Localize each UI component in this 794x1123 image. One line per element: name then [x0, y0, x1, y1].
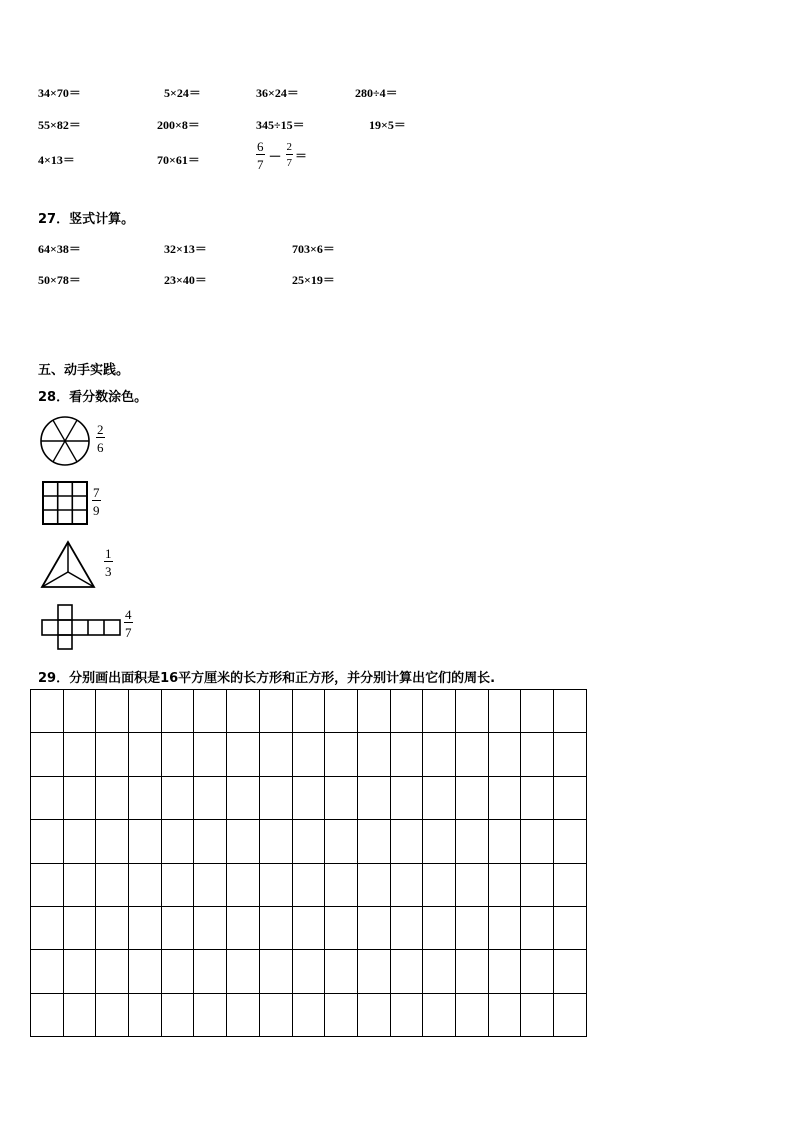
grid-cell[interactable] — [357, 906, 390, 949]
grid-cell[interactable] — [63, 690, 96, 733]
minus-sign: － — [268, 149, 282, 164]
grid-cell[interactable] — [423, 820, 456, 863]
fraction-denominator: 7 — [286, 157, 293, 169]
grid-cell[interactable] — [292, 820, 325, 863]
q27-title: 27．竖式计算。 — [38, 212, 135, 227]
grid-cell[interactable] — [292, 863, 325, 906]
grid-cell[interactable] — [325, 776, 358, 819]
grid-cell[interactable] — [423, 733, 456, 776]
grid-cell[interactable] — [227, 993, 260, 1036]
grid-cell[interactable] — [194, 906, 227, 949]
grid-cell[interactable] — [96, 950, 129, 993]
grid-cell[interactable] — [63, 950, 96, 993]
grid-cell[interactable] — [554, 733, 587, 776]
grid-cell[interactable] — [488, 993, 521, 1036]
calc-item: 19×5＝ — [369, 118, 406, 132]
grid-cell[interactable] — [31, 690, 64, 733]
grid-cell[interactable] — [390, 776, 423, 819]
grid-cell[interactable] — [325, 733, 358, 776]
grid-cell[interactable] — [96, 690, 129, 733]
grid-cell[interactable] — [31, 906, 64, 949]
fraction-denominator: 9 — [93, 503, 100, 518]
grid-cell[interactable] — [96, 906, 129, 949]
grid-cell[interactable] — [227, 733, 260, 776]
grid-cell[interactable] — [554, 950, 587, 993]
grid-row — [31, 906, 587, 949]
grid-cell[interactable] — [390, 690, 423, 733]
grid-cell[interactable] — [259, 993, 292, 1036]
grid-cell[interactable] — [488, 690, 521, 733]
fraction-denominator: 7 — [257, 157, 264, 172]
grid-cell[interactable] — [357, 733, 390, 776]
grid-cell[interactable] — [259, 950, 292, 993]
grid-cell[interactable] — [96, 863, 129, 906]
grid-cell[interactable] — [96, 993, 129, 1036]
fraction — [124, 608, 133, 639]
q29-title: 29．分别画出面积是16平方厘米的长方形和正方形，并分别计算出它们的周长. — [38, 671, 496, 686]
grid-cell[interactable] — [129, 820, 162, 863]
grid-cell[interactable] — [227, 863, 260, 906]
grid-cell[interactable] — [31, 993, 64, 1036]
grid-cell[interactable] — [129, 950, 162, 993]
grid-cell[interactable] — [31, 776, 64, 819]
grid-cell[interactable] — [488, 733, 521, 776]
fraction-numerator: 2 — [286, 141, 293, 153]
grid-row — [31, 950, 587, 993]
calc-item: 23×40＝ — [164, 273, 207, 287]
grid-cell[interactable] — [325, 820, 358, 863]
grid-cell[interactable] — [357, 776, 390, 819]
grid-cell[interactable] — [455, 776, 488, 819]
grid-cell[interactable] — [292, 993, 325, 1036]
fraction-numerator: 1 — [105, 546, 112, 561]
grid-cell[interactable] — [554, 906, 587, 949]
grid-cell[interactable] — [488, 906, 521, 949]
grid-cell[interactable] — [194, 863, 227, 906]
grid-cell[interactable] — [325, 906, 358, 949]
grid-cell[interactable] — [292, 950, 325, 993]
grid-cell[interactable] — [161, 863, 194, 906]
fraction — [92, 486, 101, 517]
calc-item: 200×8＝ — [157, 118, 200, 132]
grid-cell[interactable] — [259, 690, 292, 733]
grid-cell[interactable] — [161, 906, 194, 949]
grid-cell[interactable] — [357, 820, 390, 863]
grid-cell[interactable] — [194, 733, 227, 776]
grid-cell[interactable] — [129, 733, 162, 776]
grid-cell[interactable] — [63, 733, 96, 776]
grid-cell[interactable] — [194, 776, 227, 819]
grid-cell[interactable] — [31, 733, 64, 776]
grid-cell[interactable] — [227, 950, 260, 993]
fraction-numerator: 4 — [125, 607, 132, 622]
grid-cell[interactable] — [455, 820, 488, 863]
calc-item: 64×38＝ — [38, 242, 81, 256]
calc-item: 4×13＝ — [38, 153, 75, 167]
fraction — [104, 547, 113, 578]
grid-cell[interactable] — [357, 863, 390, 906]
grid-cell[interactable] — [129, 690, 162, 733]
grid-cell[interactable] — [31, 950, 64, 993]
triangle-three-parts-icon — [40, 540, 96, 590]
grid-cell[interactable] — [227, 906, 260, 949]
grid-cell[interactable] — [390, 733, 423, 776]
grid-cell[interactable] — [521, 820, 554, 863]
fraction-denominator: 6 — [97, 440, 104, 455]
grid-cell[interactable] — [488, 776, 521, 819]
grid-cell[interactable] — [63, 906, 96, 949]
grid-row — [31, 776, 587, 819]
calc-item: 55×82＝ — [38, 118, 81, 132]
grid-cell[interactable] — [161, 993, 194, 1036]
grid-cell[interactable] — [455, 733, 488, 776]
grid-cell[interactable] — [390, 906, 423, 949]
grid-cell[interactable] — [227, 820, 260, 863]
grid-cell[interactable] — [194, 993, 227, 1036]
grid-cell[interactable] — [227, 690, 260, 733]
calc-item: 703×6＝ — [292, 242, 335, 256]
grid-row — [31, 690, 587, 733]
grid-cell[interactable] — [455, 690, 488, 733]
grid-cell[interactable] — [455, 950, 488, 993]
grid-cell[interactable] — [96, 820, 129, 863]
grid-cell[interactable] — [292, 776, 325, 819]
fraction-numerator: 6 — [257, 139, 264, 154]
calc-item: 32×13＝ — [164, 242, 207, 256]
grid-cell[interactable] — [423, 950, 456, 993]
grid-cell[interactable] — [161, 733, 194, 776]
grid-cell[interactable] — [521, 950, 554, 993]
calc-item: 25×19＝ — [292, 273, 335, 287]
grid-cell[interactable] — [455, 906, 488, 949]
grid-cell[interactable] — [31, 820, 64, 863]
grid-row — [31, 733, 587, 776]
grid-cell[interactable] — [554, 993, 587, 1036]
calc-item: 34×70＝ — [38, 86, 81, 100]
grid-cell[interactable] — [259, 733, 292, 776]
section-title: 五、动手实践。 — [38, 363, 130, 378]
grid-cell[interactable] — [390, 950, 423, 993]
q28-title: 28．看分数涂色。 — [38, 390, 148, 405]
grid-cell[interactable] — [455, 863, 488, 906]
grid-cell[interactable] — [357, 950, 390, 993]
grid-cell[interactable] — [488, 863, 521, 906]
grid-cell[interactable] — [96, 776, 129, 819]
grid-cell[interactable] — [390, 993, 423, 1036]
calc-item: 70×61＝ — [157, 153, 200, 167]
fraction-subtraction — [256, 140, 307, 171]
grid-cell[interactable] — [63, 863, 96, 906]
grid-cell[interactable] — [488, 950, 521, 993]
grid-cell[interactable] — [63, 776, 96, 819]
fraction-numerator: 2 — [97, 422, 104, 437]
calc-item: 345÷15＝ — [256, 118, 305, 132]
calc-item: 36×24＝ — [256, 86, 299, 100]
grid-cell[interactable] — [292, 690, 325, 733]
fraction — [286, 142, 294, 169]
grid-cell[interactable] — [390, 863, 423, 906]
grid-cell[interactable] — [63, 993, 96, 1036]
grid-cell[interactable] — [259, 776, 292, 819]
grid-cell[interactable] — [325, 950, 358, 993]
grid-cell[interactable] — [129, 863, 162, 906]
grid-cell[interactable] — [554, 776, 587, 819]
fraction — [96, 423, 105, 454]
calc-item: 280÷4＝ — [355, 86, 398, 100]
equals-sign: ＝ — [295, 149, 308, 163]
grid-cell[interactable] — [129, 993, 162, 1036]
cross-seven-squares-icon — [40, 603, 122, 651]
grid-cell[interactable] — [325, 863, 358, 906]
grid-cell[interactable] — [129, 906, 162, 949]
grid-cell[interactable] — [521, 776, 554, 819]
grid-cell[interactable] — [161, 820, 194, 863]
grid-cell[interactable] — [161, 950, 194, 993]
grid-cell[interactable] — [357, 690, 390, 733]
grid-cell[interactable] — [554, 820, 587, 863]
circle-six-parts-icon — [38, 414, 92, 468]
grid-row — [31, 993, 587, 1036]
grid-cell[interactable] — [161, 776, 194, 819]
grid-cell[interactable] — [63, 820, 96, 863]
grid-cell[interactable] — [31, 863, 64, 906]
grid-cell[interactable] — [129, 776, 162, 819]
grid-cell[interactable] — [325, 993, 358, 1036]
grid-cell[interactable] — [488, 820, 521, 863]
grid-cell[interactable] — [521, 733, 554, 776]
grid-row — [31, 863, 587, 906]
calc-item: 5×24＝ — [164, 86, 201, 100]
grid-cell[interactable] — [194, 820, 227, 863]
fraction-numerator: 7 — [93, 485, 100, 500]
grid-cell[interactable] — [423, 863, 456, 906]
fraction-denominator: 7 — [125, 625, 132, 640]
drawing-grid[interactable] — [30, 689, 587, 1037]
grid-cell[interactable] — [194, 950, 227, 993]
grid-cell[interactable] — [96, 733, 129, 776]
grid-nine-squares-icon — [42, 481, 88, 525]
grid-cell[interactable] — [292, 733, 325, 776]
grid-cell[interactable] — [423, 776, 456, 819]
grid-row — [31, 820, 587, 863]
grid-cell[interactable] — [259, 906, 292, 949]
grid-cell[interactable] — [521, 690, 554, 733]
grid-cell[interactable] — [554, 863, 587, 906]
grid-cell[interactable] — [325, 690, 358, 733]
grid-cell[interactable] — [455, 993, 488, 1036]
grid-cell[interactable] — [423, 906, 456, 949]
grid-cell[interactable] — [554, 690, 587, 733]
grid-cell[interactable] — [292, 906, 325, 949]
grid-cell[interactable] — [161, 690, 194, 733]
grid-cell[interactable] — [521, 863, 554, 906]
grid-cell[interactable] — [390, 820, 423, 863]
grid-cell[interactable] — [521, 993, 554, 1036]
grid-cell[interactable] — [227, 776, 260, 819]
grid-cell[interactable] — [259, 820, 292, 863]
grid-cell[interactable] — [423, 690, 456, 733]
calc-item: 50×78＝ — [38, 273, 81, 287]
grid-cell[interactable] — [259, 863, 292, 906]
grid-cell[interactable] — [194, 690, 227, 733]
fraction — [256, 140, 265, 171]
grid-cell[interactable] — [521, 906, 554, 949]
grid-cell[interactable] — [423, 993, 456, 1036]
grid-cell[interactable] — [357, 993, 390, 1036]
fraction-denominator: 3 — [105, 564, 112, 579]
